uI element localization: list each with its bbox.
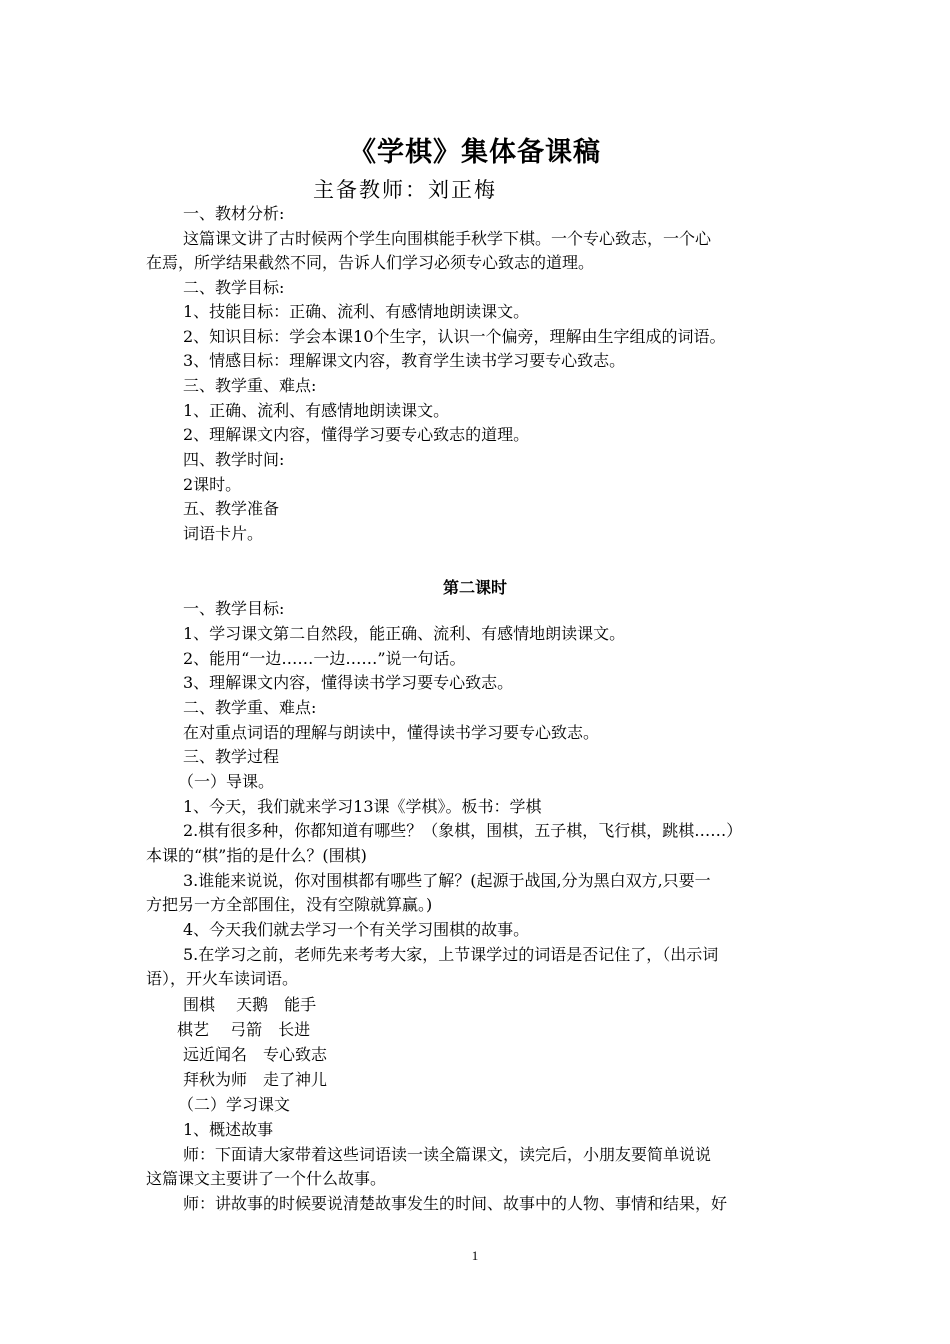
text-line: 2、知识目标：学会本课10个生字，认识一个偏旁，理解由生字组成的词语。: [183, 327, 726, 346]
text-line: 二、教学重、难点:: [183, 698, 317, 717]
text-line: 词语卡片。: [183, 524, 264, 543]
text-line: 二、教学目标:: [183, 278, 285, 297]
text-line: 2.棋有很多种，你都知道有哪些？（象棋，围棋，五子棋，飞行棋，跳棋……）: [183, 821, 743, 840]
text-line: 五、教学准备: [183, 499, 280, 518]
text-line: 在对重点词语的理解与朗读中，懂得读书学习要专心致志。: [183, 723, 600, 742]
text-line: 师：讲故事的时候要说清楚故事发生的时间、故事中的人物、事情和结果，好: [183, 1194, 728, 1213]
text-line: 3、理解课文内容，懂得读书学习要专心致志。: [183, 673, 514, 692]
word-row: 拜秋为师 走了神儿: [183, 1070, 328, 1089]
text-line: 3.谁能来说说，你对围棋都有哪些了解？(起源于战国,分为黑白双方,只要一: [183, 871, 711, 890]
word-row: 围棋 天鹅 能手: [183, 995, 317, 1014]
text-line: 在焉，所学结果截然不同，告诉人们学习必须专心致志的道理。: [146, 253, 595, 272]
text-line: （二）学习课文: [178, 1095, 291, 1114]
text-line: 方把另一方全部围住，没有空隙就算赢。): [146, 895, 433, 914]
text-line: 1、技能目标：正确、流利、有感情地朗读课文。: [183, 302, 530, 321]
text-line: 一、教材分析:: [183, 204, 285, 223]
text-line: 四、教学时间:: [183, 450, 285, 469]
text-line: 2、能用“一边……一边……”说一句话。: [183, 649, 466, 668]
text-line: 三、教学重、难点:: [183, 376, 317, 395]
text-line: 三、教学过程: [183, 747, 280, 766]
text-line: 1、今天，我们就来学习13课《学棋》。板书：学棋: [183, 797, 542, 816]
page-number: 1: [471, 1248, 479, 1263]
text-line: 本课的“棋”指的是什么？(围棋): [146, 846, 367, 865]
text-line: 师：下面请大家带着这些词语读一读全篇课文，读完后，小朋友要简单说说: [183, 1145, 712, 1164]
text-line: 1、概述故事: [183, 1120, 274, 1139]
text-line: 这篇课文讲了古时候两个学生向围棋能手秋学下棋。一个专心致志，一个心: [183, 229, 712, 248]
word-row: 远近闻名 专心致志: [183, 1045, 328, 1064]
text-line: 4、今天我们就去学习一个有关学习围棋的故事。: [183, 920, 530, 939]
text-line: 这篇课文主要讲了一个什么故事。: [146, 1169, 387, 1188]
text-line: 2、理解课文内容，懂得学习要专心致志的道理。: [183, 425, 530, 444]
text-line: 2课时。: [183, 475, 242, 494]
text-line: 语），开火车读词语。: [146, 969, 299, 988]
text-line: 3、情感目标：理解课文内容，教育学生读书学习要专心致志。: [183, 351, 626, 370]
word-row: 棋艺 弓箭 长进: [177, 1020, 311, 1039]
text-line: （一）导课。: [178, 772, 275, 791]
document-title: 《学棋》集体备课稿: [349, 137, 601, 168]
section-heading: 第二课时: [442, 578, 507, 597]
text-line: 5.在学习之前，老师先来考考大家，上节课学过的词语是否记住了，（出示词: [183, 945, 719, 964]
text-line: 一、教学目标:: [183, 599, 285, 618]
text-line: 1、正确、流利、有感情地朗读课文。: [183, 401, 450, 420]
author-line: 主备教师：刘正梅: [313, 178, 497, 202]
text-line: 1、学习课文第二自然段，能正确、流利、有感情地朗读课文。: [183, 624, 626, 643]
